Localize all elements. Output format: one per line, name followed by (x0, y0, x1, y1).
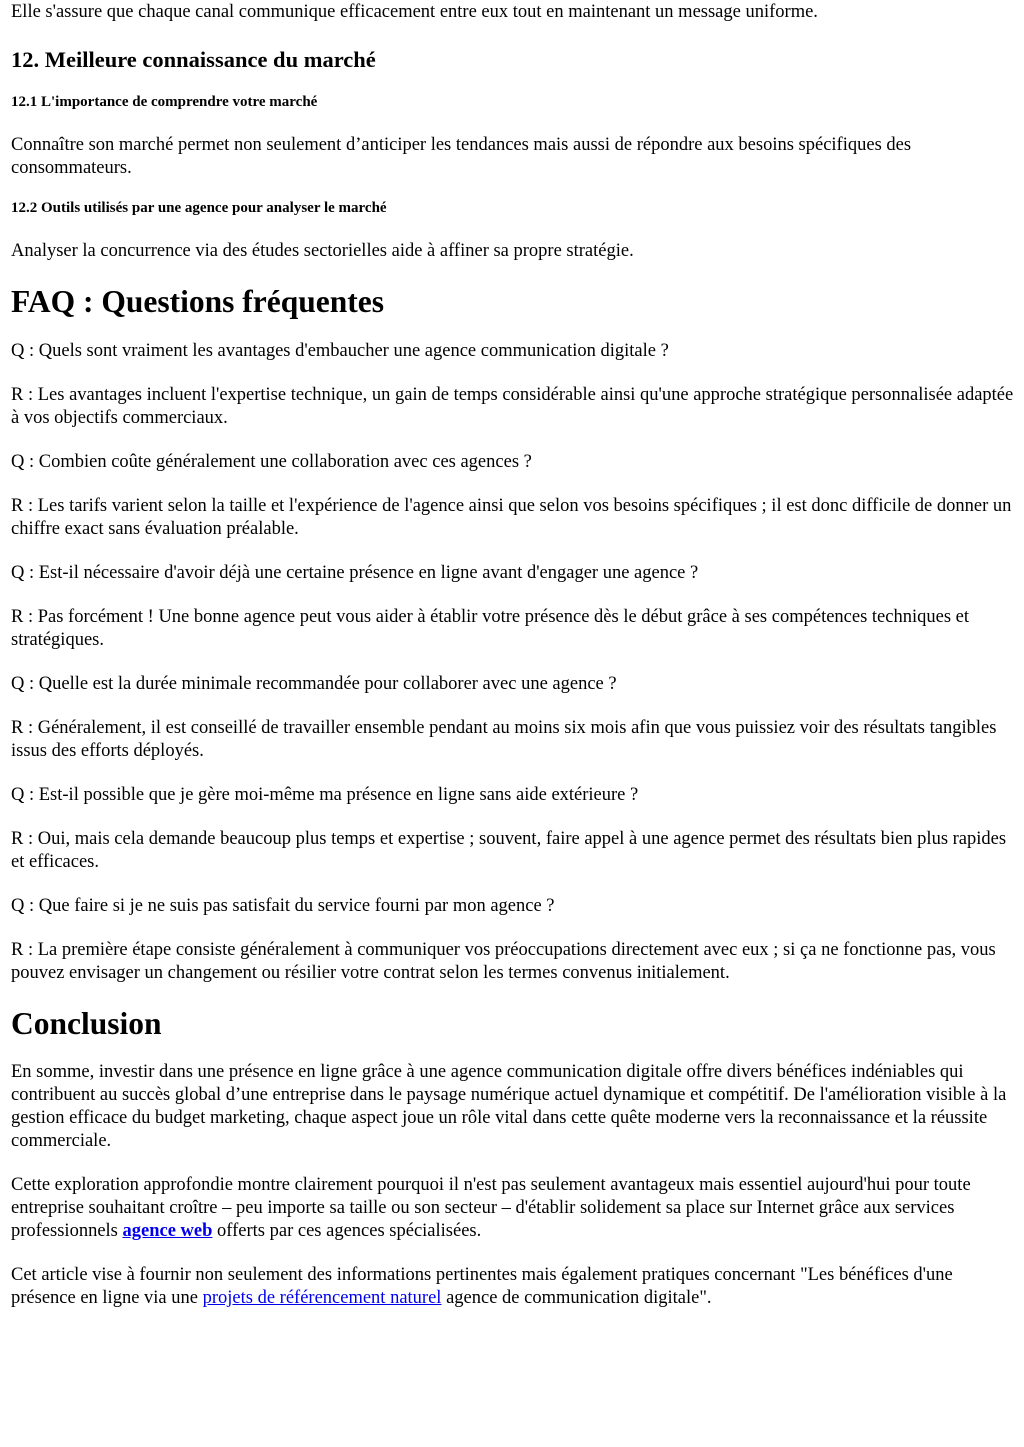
conclusion-paragraph-2 (11, 1174, 1014, 1243)
conclusion-paragraph-3-text: Cet article vise à fournir non seulement des informations pertinentes mais également pratiques concernant "Les bénéfices d'une présence en ligne via une (11, 1265, 953, 1308)
faq-answer: R : Les tarifs varient selon la taille et l'expérience de l'agence ainsi que selon vos besoins spécifiques ; il est donc difficile de donner un chiffre exact sans évaluation préalable. (11, 496, 1012, 539)
subsection-12-2-paragraph: Analyser la concurrence via des études sectorielles aide à affiner sa propre stratégie. (11, 241, 634, 261)
conclusion-paragraph-2-text: Cette exploration approfondie montre clairement pourquoi il n'est pas seulement avantageux mais essentiel aujourd'hui pour toute entreprise souhaitant croître – peu importe sa taille ou son secteur – d'établir solidement sa place sur Internet grâce aux services professionnels (11, 1175, 971, 1241)
faq-question: Q : Que faire si je ne suis pas satisfait du service fourni par mon agence ? (11, 896, 555, 916)
faq-question: Q : Est-il nécessaire d'avoir déjà une certaine présence en ligne avant d'engager une agence ? (11, 563, 699, 583)
section-12-heading: 12. Meilleure connaissance du marché (11, 47, 376, 72)
referencement-link[interactable]: projets de référencement naturel (202, 1288, 442, 1308)
faq-answer: R : La première étape consiste généralement à communiquer vos préoccupations directement avec eux ; si ça ne fonctionne pas, vous pouvez envisager un changement ou résilier votre contrat selon les termes convenus initialement. (11, 940, 996, 983)
faq-question: Q : Quelle est la durée minimale recommandée pour collaborer avec une agence ? (11, 674, 617, 694)
faq-question: Q : Est-il possible que je gère moi-même ma présence en ligne sans aide extérieure ? (11, 785, 639, 805)
conclusion-paragraph-3-text-end: agence de communication digitale". (441, 1288, 712, 1308)
agence-web-link[interactable]: agence web (122, 1221, 213, 1241)
subsection-12-1-paragraph: Connaître son marché permet non seulement d’anticiper les tendances mais aussi de répondre aux besoins spécifiques des consommateurs. (11, 135, 912, 178)
faq-list (11, 340, 1014, 985)
faq-answer: R : Les avantages incluent l'expertise technique, un gain de temps considérable ainsi qu'une approche stratégique personnalisée adaptée à vos objectifs commerciaux. (11, 385, 1014, 428)
article-body (0, 1, 1024, 1310)
conclusion-paragraph-2-text-end: offerts par ces agences spécialisées. (212, 1221, 482, 1241)
faq-answer: R : Généralement, il est conseillé de travailler ensemble pendant au moins six mois afin que vous puissiez voir des résultats tangibles issus des efforts déployés. (11, 718, 997, 761)
conclusion-paragraph-3 (11, 1264, 1014, 1310)
subsection-12-1-heading: 12.1 L'importance de comprendre votre marché (11, 94, 318, 110)
subsection-12-2-heading: 12.2 Outils utilisés par une agence pour analyser le marché (11, 200, 387, 216)
faq-answer: R : Pas forcément ! Une bonne agence peut vous aider à établir votre présence dès le début grâce à ses compétences techniques et stratégiques. (11, 607, 970, 650)
conclusion-heading: Conclusion (11, 1006, 162, 1041)
intro-paragraph: Elle s'assure que chaque canal communique efficacement entre eux tout en maintenant un message uniforme. (11, 2, 818, 22)
conclusion-paragraph-1: En somme, investir dans une présence en ligne grâce à une agence communication digitale offre divers bénéfices indéniables qui contribuent au succès global d’une entreprise dans le paysage numérique actuel dynamique et compétitif. De l'amélioration visible à la gestion efficace du budget marketing, chaque aspect joue un rôle vital dans cette quête moderne vers la reconnaissance et la réussite commerciale. (11, 1062, 1007, 1151)
faq-question: Q : Quels sont vraiment les avantages d'embaucher une agence communication digitale ? (11, 341, 669, 361)
faq-question: Q : Combien coûte généralement une collaboration avec ces agences ? (11, 452, 532, 472)
faq-heading: FAQ : Questions fréquentes (11, 284, 385, 319)
faq-answer: R : Oui, mais cela demande beaucoup plus temps et expertise ; souvent, faire appel à une agence permet des résultats bien plus rapides et efficaces. (11, 829, 1007, 872)
